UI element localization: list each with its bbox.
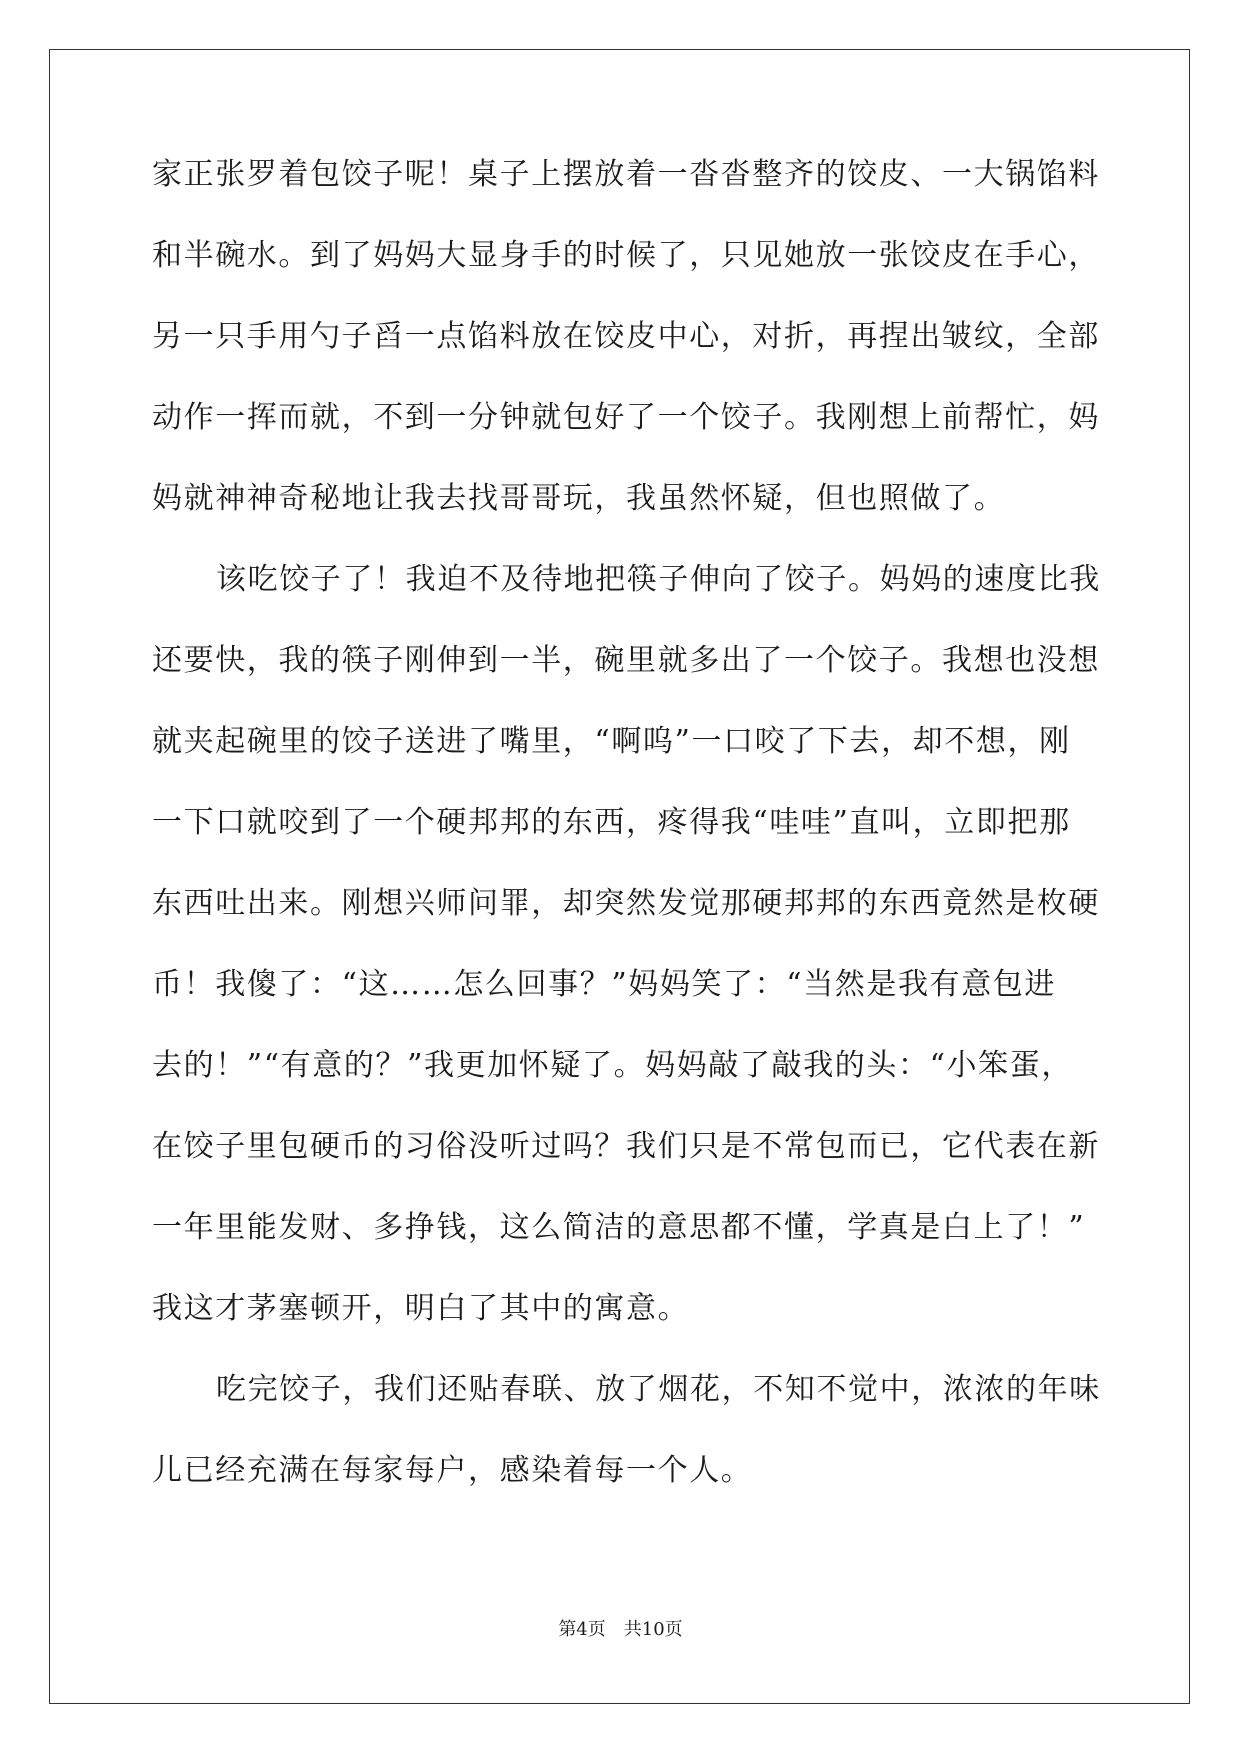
text-line: 就夹起碗里的饺子送进了嘴里，“啊呜”一口咬了下去，却不想，刚 (152, 724, 1071, 759)
document-body (152, 157, 1101, 1537)
text-line: 妈就神神奇秘地让我去找哥哥玩，我虽然怀疑，但也照做了。 (152, 481, 1006, 516)
text-line: 另一只手用勺子舀一点馅料放在饺皮中心，对折，再捏出皱纹，全部 (152, 319, 1100, 354)
paragraph-start-line: 吃完饺子，我们还贴春联、放了烟花，不知不觉中，浓浓的年味 (216, 1372, 1101, 1407)
text-line: 和半碗水。到了妈妈大显身手的时候了，只见她放一张饺皮在手心， (152, 238, 1100, 273)
text-line: 我这才茅塞顿开，明白了其中的寓意。 (152, 1291, 690, 1326)
text-line: 儿已经充满在每家每户，感染着每一个人。 (152, 1453, 753, 1488)
text-line: 家正张罗着包饺子呢！桌子上摆放着一沓沓整齐的饺皮、一大锅馅料 (152, 157, 1100, 192)
text-line: 动作一挥而就，不到一分钟就包好了一个饺子。我刚想上前帮忙，妈 (152, 400, 1100, 435)
page-number-footer: 第4页 共10页 (558, 1619, 683, 1640)
text-line: 在饺子里包硬币的习俗没听过吗？我们只是不常包而已，它代表在新 (152, 1129, 1100, 1164)
text-line: 还要快，我的筷子刚伸到一半，碗里就多出了一个饺子。我想也没想 (152, 643, 1100, 678)
text-line: 东西吐出来。刚想兴师问罪，却突然发觉那硬邦邦的东西竟然是枚硬 (152, 886, 1100, 921)
text-line: 一下口就咬到了一个硬邦邦的东西，疼得我“哇哇”直叫，立即把那 (152, 805, 1071, 840)
text-line: 去的！”“有意的？”我更加怀疑了。妈妈敲了敲我的头：“小笨蛋， (152, 1048, 1073, 1083)
text-line: 币！我傻了：“这……怎么回事？”妈妈笑了：“当然是我有意包进 (152, 967, 1057, 1002)
paragraph-start-line: 该吃饺子了！我迫不及待地把筷子伸向了饺子。妈妈的速度比我 (216, 562, 1101, 597)
text-line: 一年里能发财、多挣钱，这么简洁的意思都不懂，学真是白上了！” (152, 1210, 1086, 1245)
